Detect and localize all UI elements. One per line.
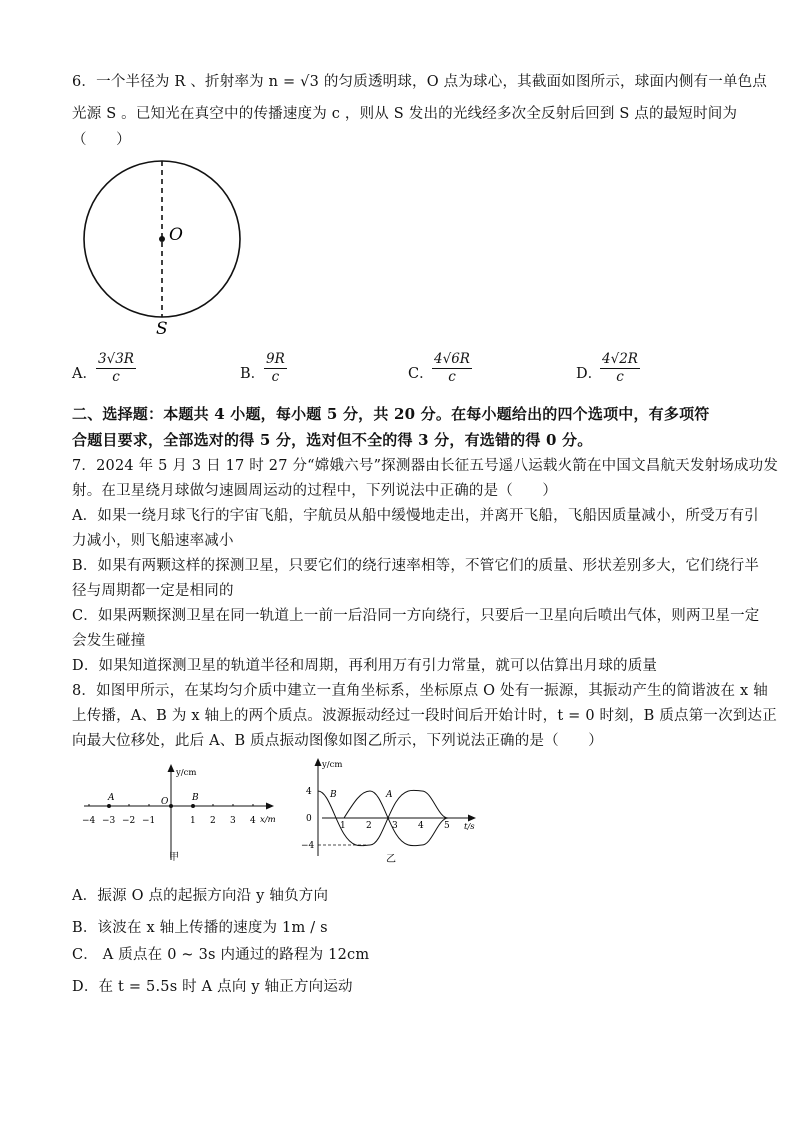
q7-option-a-line1: A．如果一绕月球飞行的宇宙飞船，宇航员从船中缓慢地走出，并离开飞船，飞船因质量减小，所受万有引 [72,508,759,524]
q6-option-b-letter: B． [240,366,266,382]
q6-option-d-fraction [600,352,640,385]
q8-stem-line3: 向最大位移处，此后 A、B 质点振动图像如图乙所示，下列说法正确的是（ ） [72,733,603,749]
point-b [191,804,195,808]
label-s: S [156,319,168,339]
q7-option-c-line2: 会发生碰撞 [72,633,146,649]
q8-figure-yi [296,756,486,868]
q6-option-d-letter: D． [576,366,603,382]
q6-stem-line1: 6．一个半径为 R 、折射率为 n = √3 的匀质透明球，O 点为球心，其截面如图所示，球面内侧有一单色点 [72,74,768,90]
option-b-numerator: 9R [266,351,285,367]
jia-label-o: O [161,797,169,807]
q8-stem-line1: 8．如图甲所示，在某均匀介质中建立一直角坐标系，坐标原点 O 处有一振源，其振动产生的简谐波在 x 轴 [72,683,768,699]
q7-option-b-line2: 径与周期都一定是相同的 [72,583,234,599]
q6-option-b-fraction [264,352,287,385]
q8-stem-line2: 上传播，A、B 为 x 轴上的两个质点。波源振动经过一段时间后开始计时，t = 0 时刻，B 质点第一次到达正 [72,708,777,724]
yi-t-tick-1: 1 [340,821,346,831]
option-a-denominator: c [112,369,120,385]
option-d-numerator: 4√2R [602,351,638,367]
q8-option-a: A．振源 O 点的起振方向沿 y 轴负方向 [72,888,329,904]
yi-y-tick-4: 4 [306,787,312,797]
q6-sphere-figure [70,150,260,340]
point-o [169,804,173,808]
jia-tick-label-4: 4 [250,816,256,826]
yi-y-tick-0: 0 [306,814,312,824]
jia-tick-label-3: 3 [230,816,236,826]
yi-t-arrow [468,815,476,822]
q7-option-b-line1: B．如果有两颗这样的探测卫星，只要它们的绕行速率相等，不管它们的质量、形状差别多大，它们绕行半 [72,558,760,574]
q8-option-c: C． A 质点在 0 ~ 3s 内通过的路程为 12cm [72,947,370,963]
option-d-denominator: c [616,369,624,385]
section2-title-line2: 合题目要求，全部选对的得 5 分，选对但不全的得 3 分，有选错的得 0 分。 [72,431,593,449]
jia-y-label: y/cm [176,768,197,778]
jia-tick-label-1: 1 [190,816,196,826]
yi-t-tick-5: 5 [444,821,450,831]
option-c-denominator: c [448,369,456,385]
q7-option-d: D．如果知道探测卫星的轨道半径和周期，再利用万有引力常量，就可以估算出月球的质量 [72,658,658,674]
q7-option-a-line2: 力减小，则飞船速率减小 [72,533,234,549]
yi-t-tick-4: 4 [418,821,424,831]
label-o: O [169,225,183,245]
jia-tick-label-m3: −3 [102,816,116,826]
section2-title-line1: 二、选择题：本题共 4 小题，每小题 5 分，共 20 分。在每小题给出的四个选项中，有多项符 [72,405,710,423]
q6-option-a-fraction [96,352,136,385]
yi-t-tick-2: 2 [366,821,372,831]
q8-figure-jia [78,760,288,870]
jia-tick-label-m2: −2 [122,816,136,826]
jia-x-arrow [266,803,274,810]
yi-t-tick-3: 3 [392,821,398,831]
q7-stem-line1: 7．2024 年 5 月 3 日 17 时 27 分“嫦娥六号”探测器由长征五号遥八运载火箭在中国文昌航天发射场成功发 [72,458,779,474]
yi-label-a: A [386,790,393,800]
yi-y-label: y/cm [322,760,343,770]
yi-y-arrow [315,758,322,766]
yi-y-tick-m4: −4 [301,841,315,851]
q7-option-c-line1: C．如果两颗探测卫星在同一轨道上一前一后沿同一方向绕行，只要后一卫星向后喷出气体，则两卫星一定 [72,608,760,624]
q8-option-b: B．该波在 x 轴上传播的速度为 1m / s [72,920,328,936]
option-a-numerator: 3√3R [98,351,134,367]
yi-label-b: B [330,790,337,800]
jia-caption: 甲 [169,852,179,863]
jia-y-arrow [168,764,175,772]
jia-label-b: B [192,793,199,803]
yi-t-label: t/s [464,822,475,832]
jia-tick-label-2: 2 [210,816,216,826]
point-a [107,804,111,808]
q6-option-c-fraction [432,352,472,385]
q6-option-c-letter: C． [408,366,434,382]
q8-option-d: D．在 t = 5.5s 时 A 点向 y 轴正方向运动 [72,979,353,995]
option-c-numerator: 4√6R [434,351,470,367]
center-point [159,236,165,242]
jia-x-label: x/m [260,815,276,825]
q6-option-a-letter: A． [72,366,97,382]
option-b-denominator: c [271,369,280,385]
q7-stem-line2: 射。在卫星绕月球做匀速圆周运动的过程中，下列说法中正确的是（ ） [72,483,558,499]
yi-caption: 乙 [386,854,396,865]
jia-tick-label-m4: −4 [82,816,96,826]
q6-stem-line2: 光源 S 。已知光在真空中的传播速度为 c ，则从 S 发出的光线经多次全反射后回到 S 点的最短时间为 [72,106,738,122]
jia-label-a: A [108,793,115,803]
jia-tick-label-m1: −1 [142,816,156,826]
q6-stem-line3: （ ） [72,132,131,148]
